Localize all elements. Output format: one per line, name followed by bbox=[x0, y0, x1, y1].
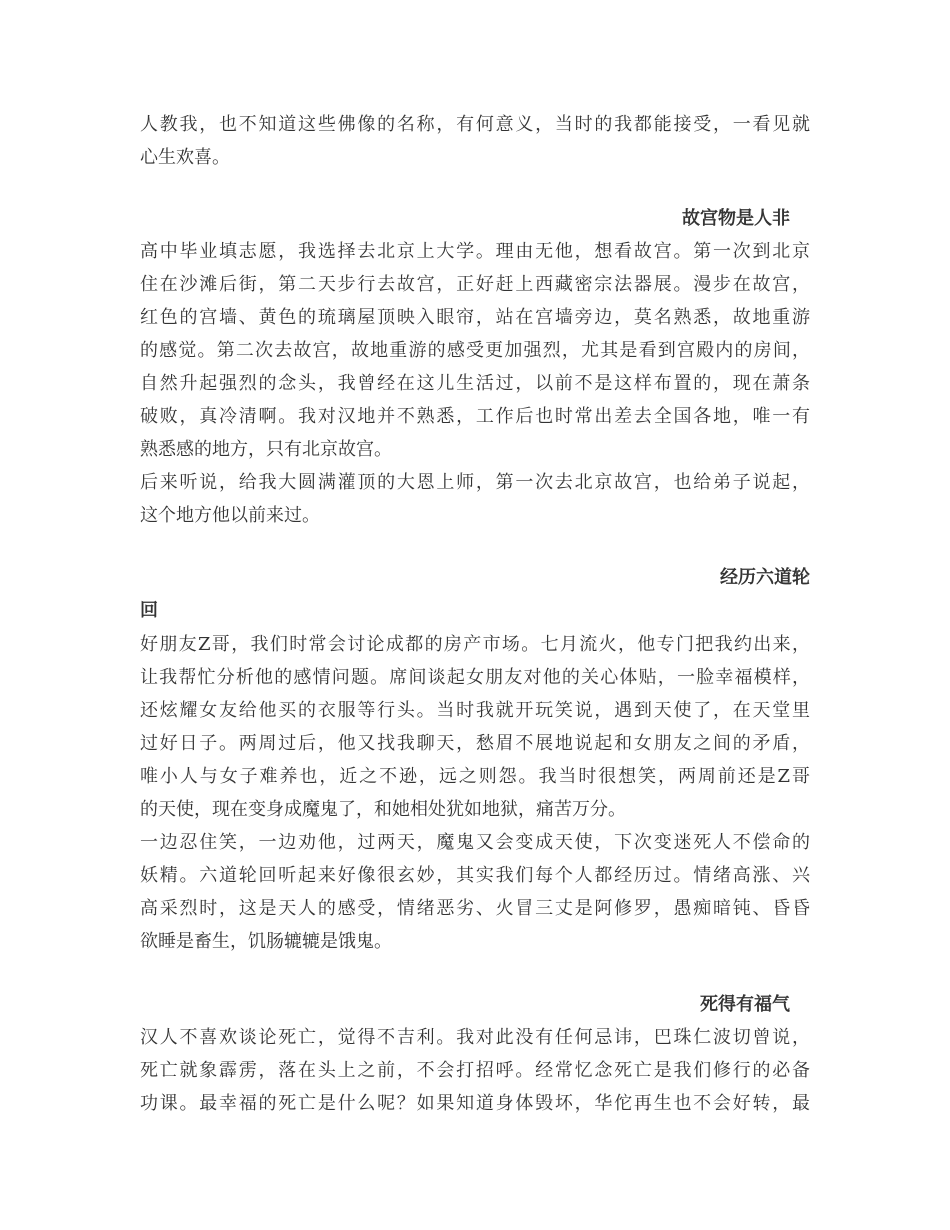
text-line: 好朋友Z哥，我们时常会讨论成都的房产市场。七月流火，他专门把我约出来， bbox=[140, 634, 810, 655]
text-line: 过好日子。两周过后，他又找我聊天，愁眉不展地说起和女朋友之间的矛盾， bbox=[140, 733, 810, 754]
text-line: 汉人不喜欢谈论死亡，觉得不吉利。我对此没有任何忌讳，巴珠仁波切曾说， bbox=[140, 1027, 810, 1048]
text-line: 让我帮忙分析他的感情问题。席间谈起女朋友对他的关心体贴，一脸幸福模样， bbox=[140, 667, 810, 688]
text-line: 唯小人与女子难养也，近之不逊，远之则怨。我当时很想笑，两周前还是Z哥 bbox=[140, 766, 810, 787]
text-line: 一边忍住笑，一边劝他，过两天，魔鬼又会变成天使，下次变迷死人不偿命的 bbox=[140, 832, 810, 853]
section-heading: 故宫物是人非 bbox=[682, 208, 790, 229]
text-line: 自然升起强烈的念头，我曾经在这儿生活过，以前不是这样布置的，现在萧条 bbox=[140, 373, 810, 394]
text-line: 还炫耀女友给他买的衣服等行头。当时我就开玩笑说，遇到天使了，在天堂里 bbox=[140, 700, 810, 721]
text-line: 死亡就象霹雳，落在头上之前，不会打招呼。经常忆念死亡是我们修行的必备 bbox=[140, 1060, 810, 1081]
text-line: 功课。最幸福的死亡是什么呢？如果知道身体毁坏，华佗再生也不会好转，最 bbox=[140, 1093, 810, 1114]
text-line: 住在沙滩后街，第二天步行去故宫，正好赶上西藏密宗法器展。漫步在故宫， bbox=[140, 274, 810, 295]
text-line: 高采烈时，这是天人的感受，情绪恶劣、火冒三丈是阿修罗，愚痴暗钝、昏昏 bbox=[140, 898, 810, 919]
text-line: 熟悉感的地方，只有北京故宫。 bbox=[140, 439, 392, 460]
text-line: 欲睡是畜生，饥肠辘辘是饿鬼。 bbox=[140, 931, 392, 952]
text-line: 的天使，现在变身成魔鬼了，和她相处犹如地狱，痛苦万分。 bbox=[140, 799, 626, 820]
text-line: 这个地方他以前来过。 bbox=[140, 505, 320, 526]
text-line: 心生欢喜。 bbox=[140, 147, 230, 168]
text-line: 的感觉。第二次去故宫，故地重游的感受更加强烈，尤其是看到宫殿内的房间， bbox=[140, 340, 810, 361]
section-heading-wrap: 回 bbox=[140, 600, 158, 621]
text-line: 妖精。六道轮回听起来好像很玄妙，其实我们每个人都经历过。情绪高涨、兴 bbox=[140, 865, 810, 886]
text-line: 人教我，也不知道这些佛像的名称，有何意义，当时的我都能接受，一看见就 bbox=[140, 114, 810, 135]
text-line: 后来听说，给我大圆满灌顶的大恩上师，第一次去北京故宫，也给弟子说起， bbox=[140, 472, 810, 493]
text-line: 破败，真冷清啊。我对汉地并不熟悉，工作后也时常出差去全国各地，唯一有 bbox=[140, 406, 810, 427]
section-heading: 经历六道轮 bbox=[720, 567, 810, 588]
text-line: 高中毕业填志愿，我选择去北京上大学。理由无他，想看故宫。第一次到北京 bbox=[140, 241, 810, 262]
text-line: 红色的宫墙、黄色的琉璃屋顶映入眼帘，站在宫墙旁边，莫名熟悉，故地重游 bbox=[140, 307, 810, 328]
section-heading: 死得有福气 bbox=[700, 994, 790, 1015]
